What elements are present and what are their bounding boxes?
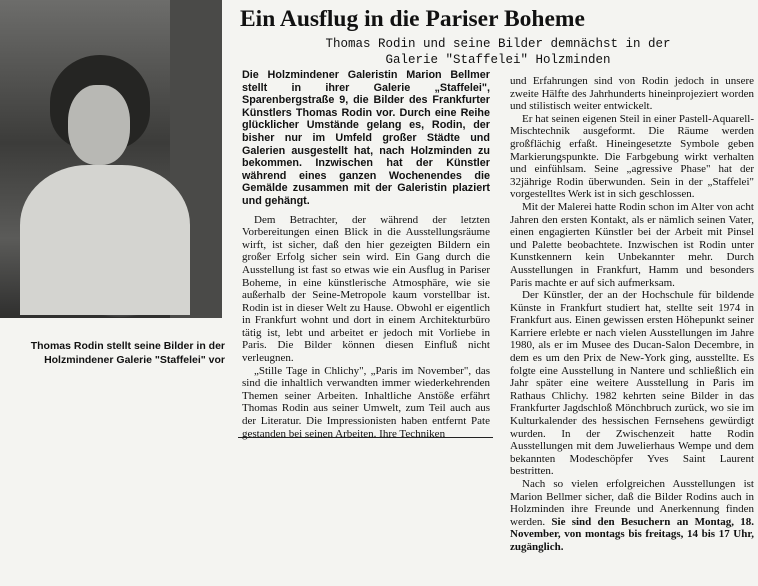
photo-figure-face (68, 85, 130, 165)
photo-caption: Thomas Rodin stellt seine Bilder in der Holzmindener Galerie "Staffelei" vor (30, 340, 225, 366)
photo-figure-shirt (20, 165, 190, 315)
article-lead-paragraph: Die Holzmindener Galeristin Marion Bellmer stellt in ihrer Galerie „Staffelei", Sparenbergstraße 9, die Bilder des Frankfurter Künstlers Thomas Rodin vor. Durch eine Reihe glücklicher Umstände gelang es, Rodin, der bisher nur im Umfeld großer Städte und Galerien ausgestellt hat, nach Holzminden zu bekommen. Inzwischen hat der Künstler während eines ganzen Wochenendes die Gemälde zusammen mit der Galeristin plaziert und gehängt. (242, 69, 490, 207)
column-divider-rule (238, 437, 493, 438)
article-paragraph: „Stille Tage in Chlichy", „Paris im November", das sind die inhaltlich verwandten immer wiederkehrenden Themen seiner Arbeiten. Inhaltliche Anstöße erfährt Thomas Rodin aus seiner Umwelt, zum Teil auch aus der Literatur. Die Impressionisten haben entfernt Pate gestanden bei seinen Arbeiten. Ihre Techniken (242, 364, 490, 440)
article-subheadline: Thomas Rodin und seine Bilder demnächst in der Galerie "Staffelei" Holzminden (325, 37, 671, 67)
article-paragraph: und Erfahrungen sind von Rodin jedoch in unsere zweite Hälfte des Jahrhunderts hineinprojeziert worden und stilistisch weiter entwickelt. (510, 75, 754, 113)
article-closing-paragraph (510, 478, 754, 554)
opening-hours-text: Sie sind den Besuchern an Montag, 18. November, von montags bis freitags, 14 bis 17 Uhr, zugänglich. (510, 515, 754, 553)
article-paragraph: Er hat seinen eigenen Steil in einer Pastell-Aquarell-Mischtechnik ausgeformt. Die Räume werden großflächig erfaßt. Hineingesetzte Symbole geben Markierungspunkte. Die Farbgebung wirkt verhalten und einfühlsam. Seine „agressive Phase" hat der 32jährige Rodin überwunden. Sein in der „Staffelei" vorgestelltes Werk ist in sich geschlossen. (510, 112, 754, 201)
article-column-1 (242, 69, 490, 440)
article-paragraph: Der Künstler, der an der Hochschule für bildende Künste in Frankfurt studiert hat, stellte seit 1974 in Frankfurt aus. Einen gewissen ersten Höhepunkt seiner Karriere erlebte er nach vielen Ausstellungen im Jahre 1980, als er im Musee des Ducan-Salon Decembre, in dem es um den Prix de New-York ging, ausstellte. Es folgte eine Ausstellung in Nantere und schließlich ein Jahr später eine weitere Ausstellung in Paris im Rathaus Chlichy. 1982 kehrten seine Bilder in das Frankfurter Jagdschloß Mönchbruch zurück, wo sie im Kulturkalender des hessischen Fernsehens gewürdigt wurden. In der Zwischenzeit hatte Rodin Ausstellungen mit dem Juwelierhaus Wempe und dem bekannten Modeschöpfer Yves Saint Laurent bestritten. (510, 289, 754, 478)
article-paragraph: Dem Betrachter, der während der letzten Vorbereitungen einen Blick in die Ausstellungsräume wirft, ist sicher, daß den hier gezeigten Bildern ein großer Erfolg sicher sein wird. Ein Gang durch die Ausstellung ist fast so etwas wie ein Ausflug in Pariser Boheme, in eine künstlerische Atmosphäre, wie sie außerhalb der Seine-Metropole kaum vorstellbar ist. Rodin ist in dieser Welt zu Hause. Obwohl er eigentlich in Frankfurt wohnt und dort in einem Architekturbüro tätig ist, lebt und arbeitet er jedoch mit Vorliebe in Paris. Die Bilder können diesen Einfluß nicht verleugnen. (242, 213, 490, 365)
artist-photo (0, 0, 222, 318)
closing-text: Nach so vielen erfolgreichen Ausstellungen ist Marion Bellmer sicher, daß die Bilder Rodins auch in Holzminden ihre Freunde und Anerkennung finden werden. (510, 478, 754, 528)
article-headline: Ein Ausflug in die Pariser Boheme (240, 6, 585, 32)
article-column-2 (510, 75, 754, 554)
article-paragraph: Mit der Malerei hatte Rodin schon im Alter von acht Jahren den ersten Kontakt, als er nämlich seinen Vater, einen engagierten Künstler bei der Arbeit mit Pinsel und Palette beobachtete. Inzwischen ist Rodin unter Kunstkennern kein Unbekannter mehr. Durch Ausstellungen in Frankfurt, Hamm und besonders Paris machte er auf sich aufmerksam. (510, 200, 754, 289)
